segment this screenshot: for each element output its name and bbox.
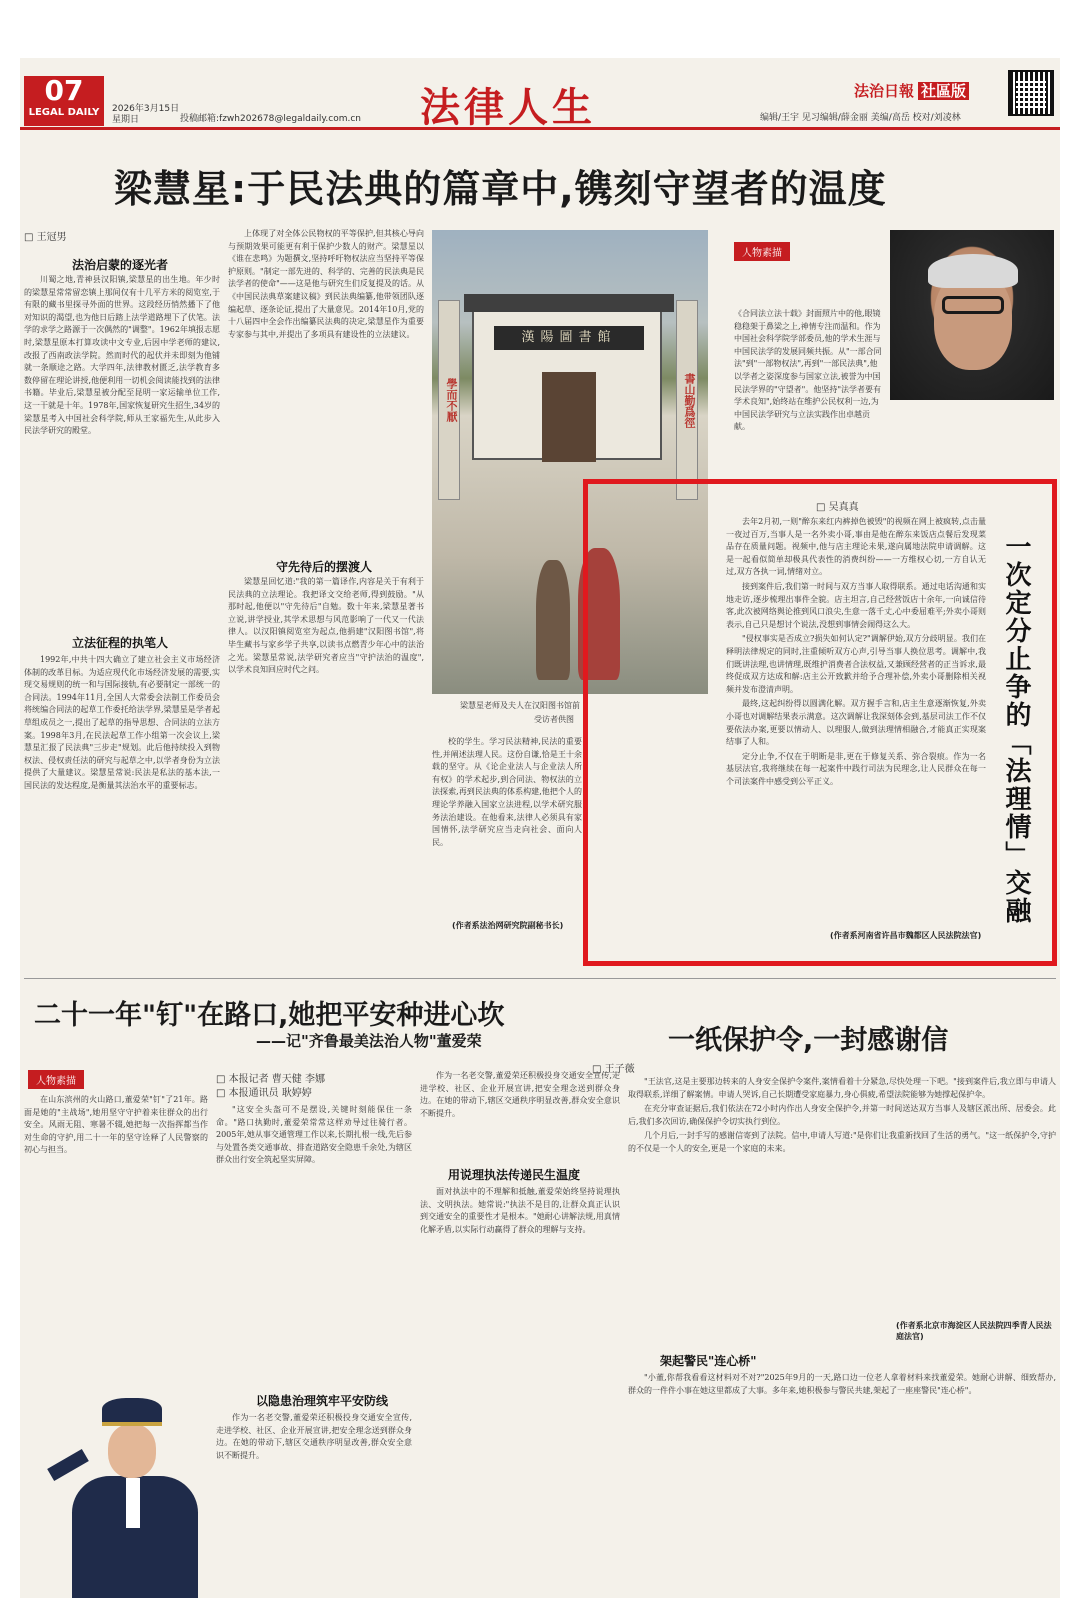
page-label: LEGAL DAILY — [28, 107, 100, 118]
profile-text: 《合同法立法十载》封面照片中的他,眼镜稳稳架于鼻梁之上,神情专注而温和。作为中国社会科学院学部委员,他的学术生涯与中国民法学的发展同频共振。从"一部合同法"到"一部物权法",再到"一部民法典",他以学者之姿深度参与国家立法,被誉为中国民法学界的"守望者"。他坚持"法学者要有学术良知",始终站在维护公民权利一边,为中国民法学研究与立法实践作出卓越贡献。 — [734, 309, 882, 432]
profile-tag: 人物素描 — [734, 242, 790, 261]
qr-code-icon — [1008, 70, 1054, 116]
story5-subhead: 架起警民"连心桥" — [660, 1354, 757, 1368]
story4-byline: □ 王子薇 — [592, 1064, 635, 1075]
page-number-badge — [24, 76, 104, 126]
editor-credits: 编辑/王宇 见习编辑/薛金丽 美编/高岳 校对/刘凌林 — [760, 113, 961, 123]
story1-column-1: 川蜀之地,青神县汉阳镇,梁慧星的出生地。年少时的梁慧星常常留恋镇上那间仅有十几平方米的阅览室,于有限的藏书里探寻外面的世界。这段经历悄然播下了他对知识的渴望,也为他日后踏上法学道路埋下了伏笔。法学的求学之路源于一次偶然的"调整"。1962年填报志愿时,梁慧星原本打算攻读中文专业,后因中学老师的建议,改报了西南政法学院。然而时代的起伏并未即刻为他铺就一条顺途之路。大学四年,法律教材匮乏,法学教育多数停留在理论讲授,他便利用一切机会阅读能找到的法律书籍。毕业后,梁慧星被分配至昆明一家运输单位工作,这一干就是十年。1978年,国家恢复研究生招生,34岁的梁慧星考入中国社会科学院,师从王家福先生,从此步入民法学研究的殿堂。 — [24, 275, 220, 436]
submission-email: 投稿邮箱:fzwh202678@legaldaily.com.cn — [180, 114, 361, 124]
story1-subhead-3: 守先待后的摆渡人 — [276, 560, 373, 574]
story1-column-4: 梁慧星回忆道:"我的第一篇译作,内容是关于有利于民法典的立法理论。我把译文交给老师,得到鼓励。"从那时起,他便以"守先待后"自勉。数十年来,梁慧星著书立说,讲学授业,其学术思想与风范影响了一代又一代法律人。以汉阳镇阅览室为起点,他捐建"汉阳图书馆",将毕生藏书与家乡学子共享,以读书点燃青少年心中的法治之光。梁慧星常说,法学研究者应当"守护法治的温度",以学术良知回应时代之问。 — [228, 577, 424, 675]
paper-name: 法治日報 — [854, 82, 915, 100]
story4-body: "王法官,这是主要那边转来的人身安全保护令案件,案情看着十分紧急,尽快处理一下吧。"接到案件后,我立即与申请人取得联系,详细了解案情。申请人哭诉,自己长期遭受家庭暴力,身心俱疲,希望法院能够为她撑起保护伞。 在充分审查证据后,我们依法在72小时内作出人身安全保护令,并第一时间送达双方当事人及辖区派出所、居委会。此后,我们多次回访,确保保护令切实执行到位。 几个月后,一封手写的感谢信寄到了法院。信中,申请人写道:"是你们让我重新找回了生活的勇气。"这一纸保护令,守护的不仅是一个人的安全,更是一个家庭的未来。 — [628, 1077, 1056, 1153]
story1-column-5: 校的学生。学习民法精神,民法的重要性,并阐述法理人民。这份自谦,恰是王十余载的坚守。从《论企业法人与企业法人所有权》的学术起步,到合同法、物权法的立法探索,再到民法典的体系构建,他把个人的理论学养融入国家立法进程,以学术研究服务法治建设。在他看来,法律人必须具有家国情怀,法学研究应当走向社会、面向人民。 — [432, 737, 582, 847]
library-sign: 漢陽圖書館 — [494, 326, 644, 350]
couplet-right: 書山勤爲徑 — [676, 300, 698, 500]
story2-byline: □ 吴真真 — [816, 502, 859, 513]
story1-subhead-1: 法治启蒙的逐光者 — [72, 258, 169, 272]
section-divider — [24, 978, 1056, 979]
story1-column-3: 上体现了对全体公民物权的平等保护,但其核心导向与预期效果可能更有利于保护少数人的财产。梁慧星以《谁在悲鸣》为题撰文,坚持呼吁物权法应当坚持平等保护原则。"制定一部先进的、科学的、完善的民法典是民法学者的使命"——这是他与研究生们反复提及的话。从《中国民法典草案建议稿》到民法典编纂,他带领团队逐编起草、逐条论证,提出了大量意见。2014年10月,党的十八届四中全会作出编纂民法典的决定,梁慧星作为重要专家参与其中,并提出了多项具有建设性的立法建议。 — [228, 229, 424, 339]
page-number: 07 — [44, 74, 84, 107]
story1-subhead-2: 立法征程的执笔人 — [72, 636, 169, 650]
police-cap-icon — [102, 1398, 162, 1426]
story3-column-3: 面对执法中的不理解和抵触,董爱荣始终坚持说理执法、文明执法。她常说:"执法不是目的,让群众真正认识到交通安全的重要性才是根本。"她耐心讲解法规,用真情化解矛盾,以实际行动赢得了群众的理解与支持。 — [420, 1187, 620, 1234]
newspaper-page — [20, 58, 1060, 1598]
story3-correspondent: □ 本报通讯员 耿婷婷 — [216, 1088, 312, 1099]
photo-caption: 梁慧星老师及夫人在汉阳图书馆前 — [460, 701, 580, 710]
library-building — [472, 310, 662, 460]
paper-edition: 社區版 — [918, 82, 969, 100]
couplet-left: 學而不厭 — [438, 300, 460, 500]
story5-body: "小董,你帮我看看这材料对不对?"2025年9月的一天,路口边一位老人拿着材料来找董爱荣。她耐心讲解、细致帮办,群众的一件件小事在她这里都成了大事。多年来,她积极参与警民共建,架起了一座座警民"连心桥"。 — [628, 1373, 1056, 1395]
paper-logo — [854, 80, 969, 101]
section-title: 法律人生 — [420, 84, 596, 131]
story3-tag: 人物素描 — [28, 1070, 84, 1089]
weekday-text: 星期日 — [112, 115, 140, 125]
story3-column-2: "这安全头盔可不是摆设,关键时刻能保住一条命。"路口执勤时,董爱荣常常这样劝导过往骑行者。2005年,她从事交通管理工作以来,长期扎根一线,先后参与处置各类交通事故、排查道路安全隐患千余处,为辖区群众出行安全筑起坚实屏障。 — [216, 1105, 412, 1165]
story3-column-3a: 作为一名老交警,董爱荣还积极投身交通安全宣传,走进学校、社区、企业开展宣讲,把安全理念送到群众身边。在她的带动下,辖区交通秩序明显改善,群众安全意识不断提升。 — [420, 1071, 620, 1118]
story3-subhead-1: 以隐患治理筑牢平安防线 — [256, 1394, 389, 1408]
date-text: 2026年3月15日 — [112, 104, 180, 114]
police-officer-photo — [48, 1398, 218, 1598]
story2-author-note: (作者系河南省许昌市魏都区人民法院法官) — [830, 931, 982, 940]
photo-credit: 受访者供图 — [534, 715, 574, 724]
main-headline: 梁慧星:于民法典的篇章中,镌刻守望者的温度 — [114, 167, 887, 211]
story4-author-note: (作者系北京市海淀区人民法院四季青人民法庭法官) — [896, 1321, 1052, 1341]
story1-author-note: (作者系法治网研究院副秘书长) — [452, 921, 564, 930]
story3-reporter: □ 本报记者 曹天健 李娜 — [216, 1074, 325, 1085]
story4-headline: 一纸保护令,一封感谢信 — [668, 1025, 949, 1056]
story2-body: 去年2月初,一则"醉东来红内裤掉色被毁"的视频在网上被疯转,点击量一夜过百万,当事人是一名外卖小哥,事由是他在醉东来饭店点餐后发现菜品存在质量问题。视频中,他与店主理论未果,遂向属地法院申请调解。这是一起看似简单却极具代表性的消费纠纷——一方维权心切,一方自认无过,双方各执一词,情绪对立。 接到案件后,我们第一时间与双方当事人取得联系。通过电话沟通和实地走访,逐步梳理出事件全貌。店主坦言,自己经营饭店十余年,一向诚信待客,此次被网络舆论推到风口浪尖,生意一落千丈,心中委屈难平;外卖小哥则表示,自己只是想讨个说法,没想到事情会闹得这么大。 "侵权事实是否成立?损失如何认定?"调解伊始,双方分歧明显。我们在释明法律规定的同时,注重倾听双方心声,引导当事人换位思考。调解中,我们既讲法理,也讲情理,既维护消费者合法权益,又兼顾经营者的正当诉求,最终促成双方达成和解:店主公开致歉并给予合理补偿,外卖小哥删除相关视频并发布澄清声明。 最终,这起纠纷得以圆满化解。双方握手言和,店主生意逐渐恢复,外卖小哥也对调解结果表示满意。这次调解让我深刻体会到,基层司法工作不仅要依法办案,更要以情动人、以理服人,做到法理情相融合,才能真正实现案结事了人和。 定分止争,不仅在于明断是非,更在于修复关系、弥合裂痕。作为一名基层法官,我将继续在每一起案件中践行司法为民理念,让人民群众在每一个司法案件中感受到公平正义。 — [726, 517, 986, 786]
masthead — [20, 58, 1060, 130]
person-figure — [536, 560, 570, 680]
story3-intro: 在山东滨州的火山路口,董爱荣"钉"了21年。路面是她的"主战场",她用坚守守护着来往群众的出行安全。风雨无阻、寒暑不辍,她把每一次指挥都当作对生命的守护,用二十一年的坚守诠释了人民警察的初心与担当。 — [24, 1095, 208, 1155]
story3-subheadline: ——记"齐鲁最美法治人物"董爱荣 — [256, 1032, 482, 1050]
story3-subhead-2: 用说理执法传递民生温度 — [448, 1168, 581, 1182]
story3-headline: 二十一年"钉"在路口,她把平安种进心坎 — [34, 1000, 505, 1031]
portrait-photo — [890, 230, 1054, 400]
story2-title: 一次定分止争的「法理情」交融 — [1001, 533, 1031, 925]
story1-column-2: 1992年,中共十四大确立了建立社会主义市场经济体制的改革目标。为适应现代化市场经济发展的需要,实现交易规则的统一和与国际接轨,有必要制定一部统一的合同法。1994年11月,全国人大常委会法制工作委员会将统编合同法的起草工作委托给法学界,梁慧星是学者起草组成员之一,提出了起草的指导思想、合同法的立法方案。1998年3月,在民法起草工作小组第一次会议上,梁慧星汇报了民法典"三步走"规划。此后他持续投入到物权法、侵权责任法的研究与起草之中,以学者身份为立法提供了大量建议。梁慧星常说:民法是私法的基本法,一国民法的发达程度,是衡量其法治水平的重要标志。 — [24, 655, 220, 790]
glasses-icon — [942, 296, 1004, 314]
issue-date — [112, 104, 179, 126]
story3-column-2b: 作为一名老交警,董爱荣还积极投身交通安全宣传,走进学校、社区、企业开展宣讲,把安全理念送到群众身边。在她的带动下,辖区交通秩序明显改善,群众安全意识不断提升。 — [216, 1413, 412, 1460]
story1-byline: □ 王冠男 — [24, 232, 67, 243]
